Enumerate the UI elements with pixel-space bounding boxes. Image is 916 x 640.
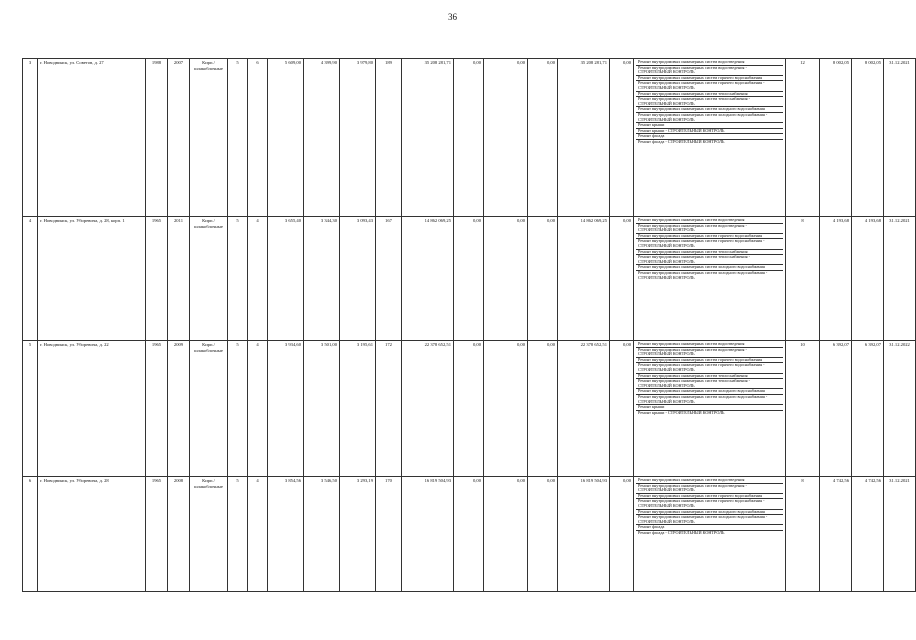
total-area-cell: 3 854,56 — [268, 477, 304, 592]
row-number-cell: 3 — [23, 59, 38, 217]
fund-source-3-cell: 0,00 — [528, 217, 558, 341]
cost-limit-cell: 8 002,05 — [852, 59, 884, 217]
address-cell: г. Новодвинск, ул. Уборевича, д. 28, корп. 1 — [38, 217, 146, 341]
work-item: Ремонт фасада — [636, 525, 783, 531]
work-period-cell: 8 — [786, 477, 820, 592]
work-item: Ремонт внутридомовых инженерных систем водоотведения — [636, 478, 783, 484]
total-area-cell: 3 655,40 — [268, 217, 304, 341]
year-last-repair-cell: 2008 — [168, 477, 190, 592]
wall-material-cell: Кирп./ шлакоблочные — [190, 217, 228, 341]
total-area-cell: 3 934,60 — [268, 341, 304, 477]
fund-source-2-cell: 0,00 — [484, 59, 528, 217]
work-item: Ремонт внутридомовых инженерных систем холодного водоснабжения - СТРОИТЕЛЬНЫЙ КОНТРОЛЬ — [636, 395, 783, 405]
work-item: Ремонт внутридомовых инженерных систем водоотведения - СТРОИТЕЛЬНЫЙ КОНТРОЛЬ — [636, 484, 783, 494]
other-funds-cell: 0,00 — [610, 217, 634, 341]
row-number-cell: 6 — [23, 477, 38, 592]
entrances-count-cell: 4 — [248, 477, 268, 592]
work-item: Ремонт внутридомовых инженерных систем холодного водоснабжения — [636, 389, 783, 395]
premises-area-cell: 3 344,30 — [304, 217, 340, 341]
work-item: Ремонт крыши — [636, 405, 783, 411]
work-item: Ремонт фасада - СТРОИТЕЛЬНЫЙ КОНТРОЛЬ — [638, 138, 725, 144]
table-row — [23, 59, 916, 217]
work-item: Ремонт внутридомовых инженерных систем водоотведения — [636, 342, 783, 348]
work-item: Ремонт внутридомовых инженерных систем горячего водоснабжения - СТРОИТЕЛЬНЫЙ КОНТРОЛЬ — [636, 499, 783, 509]
fund-source-3-cell: 0,00 — [528, 477, 558, 592]
address-cell: г. Новодвинск, ул. Советов, д. 27 — [38, 59, 146, 217]
work-item: Ремонт внутридомовых инженерных систем холодного водоснабжения - СТРОИТЕЛЬНЫЙ КОНТРОЛЬ — [636, 113, 783, 123]
repair-program-table — [22, 58, 916, 592]
work-item: Ремонт внутридомовых инженерных систем холодного водоснабжения — [636, 510, 783, 516]
fund-source-1-cell: 0,00 — [454, 477, 484, 592]
floors-count-cell: 5 — [228, 217, 248, 341]
work-item: Ремонт внутридомовых инженерных систем теплоснабжения - СТРОИТЕЛЬНЫЙ КОНТРОЛЬ — [636, 255, 783, 265]
residential-area-cell: 3 293,19 — [340, 477, 376, 592]
fund-source-1-cell: 0,00 — [454, 341, 484, 477]
floors-count-cell: 5 — [228, 477, 248, 592]
year-last-repair-cell: 2009 — [168, 341, 190, 477]
work-item: Ремонт внутридомовых инженерных систем водоотведения - СТРОИТЕЛЬНЫЙ КОНТРОЛЬ — [636, 348, 783, 358]
year-built-cell: 1965 — [146, 477, 168, 592]
fund-source-3-cell: 0,00 — [528, 59, 558, 217]
row-number-cell: 5 — [23, 341, 38, 477]
works-list-cell — [634, 341, 786, 477]
table-row — [23, 341, 916, 477]
work-item: Ремонт крыши — [636, 123, 783, 129]
floors-count-cell: 5 — [228, 341, 248, 477]
completion-deadline-cell: 31.12.2021 — [884, 217, 916, 341]
table-row — [23, 217, 916, 341]
work-item: Ремонт внутридомовых инженерных систем теплоснабжения - СТРОИТЕЛЬНЫЙ КОНТРОЛЬ — [636, 379, 783, 389]
work-item: Ремонт внутридомовых инженерных систем холодного водоснабжения - СТРОИТЕЛЬНЫЙ КОНТРОЛЬ — [638, 269, 768, 280]
unit-cost-cell: 8 002,05 — [820, 59, 852, 217]
owners-funds-cell: 35 208 281,71 — [558, 59, 610, 217]
work-item: Ремонт внутридомовых инженерных систем теплоснабжения — [636, 374, 783, 380]
premises-area-cell: 4 399,90 — [304, 59, 340, 217]
work-item: Ремонт внутридомовых инженерных систем холодного водоснабжения — [636, 265, 783, 271]
works-list-cell — [634, 217, 786, 341]
work-item: Ремонт внутридомовых инженерных систем водоотведения — [636, 60, 783, 66]
work-period-cell: 12 — [786, 59, 820, 217]
other-funds-cell: 0,00 — [610, 341, 634, 477]
work-item: Ремонт фасада — [636, 134, 783, 140]
residents-count-cell: 167 — [376, 217, 402, 341]
cost-limit-cell: 4 193,68 — [852, 217, 884, 341]
total-area-cell: 5 609,00 — [268, 59, 304, 217]
unit-cost-cell: 4 742,56 — [820, 477, 852, 592]
residential-area-cell: 3 195,61 — [340, 341, 376, 477]
work-item: Ремонт внутридомовых инженерных систем горячего водоснабжения — [636, 358, 783, 364]
year-last-repair-cell: 2007 — [168, 59, 190, 217]
total-cost-cell: 22 378 652,51 — [402, 341, 454, 477]
cost-limit-cell: 6 392,07 — [852, 341, 884, 477]
total-cost-cell: 14 862 069,25 — [402, 217, 454, 341]
address-cell: г. Новодвинск, ул. Уборевича, д. 28 — [38, 477, 146, 592]
work-item: Ремонт внутридомовых инженерных систем водоотведения — [636, 218, 783, 224]
completion-deadline-cell: 31.12.2021 — [884, 59, 916, 217]
work-item: Ремонт внутридомовых инженерных систем горячего водоснабжения - СТРОИТЕЛЬНЫЙ КОНТРОЛЬ — [636, 363, 783, 373]
table-row — [23, 477, 916, 592]
owners-funds-cell: 22 378 652,51 — [558, 341, 610, 477]
year-built-cell: 1988 — [146, 59, 168, 217]
year-last-repair-cell: 2011 — [168, 217, 190, 341]
residential-area-cell: 3 979,80 — [340, 59, 376, 217]
entrances-count-cell: 4 — [248, 341, 268, 477]
page-number: 36 — [448, 12, 457, 22]
owners-funds-cell: 14 862 069,25 — [558, 217, 610, 341]
works-list-cell — [634, 477, 786, 592]
work-item: Ремонт внутридомовых инженерных систем горячего водоснабжения - СТРОИТЕЛЬНЫЙ КОНТРОЛЬ — [636, 239, 783, 249]
year-built-cell: 1965 — [146, 341, 168, 477]
work-item: Ремонт внутридомовых инженерных систем теплоснабжения - СТРОИТЕЛЬНЫЙ КОНТРОЛЬ — [636, 97, 783, 107]
wall-material-cell: Кирп./ шлакоблочные — [190, 477, 228, 592]
work-item: Ремонт крыши - СТРОИТЕЛЬНЫЙ КОНТРОЛЬ — [638, 409, 725, 415]
residents-count-cell: 170 — [376, 477, 402, 592]
completion-deadline-cell: 31.12.2021 — [884, 477, 916, 592]
fund-source-1-cell: 0,00 — [454, 217, 484, 341]
year-built-cell: 1965 — [146, 217, 168, 341]
entrances-count-cell: 4 — [248, 217, 268, 341]
fund-source-2-cell: 0,00 — [484, 477, 528, 592]
table-body — [23, 59, 916, 592]
work-item: Ремонт внутридомовых инженерных систем водоотведения - СТРОИТЕЛЬНЫЙ КОНТРОЛЬ — [636, 224, 783, 234]
work-item: Ремонт внутридомовых инженерных систем горячего водоснабжения - СТРОИТЕЛЬНЫЙ КОНТРОЛЬ — [636, 81, 783, 91]
work-item: Ремонт внутридомовых инженерных систем теплоснабжения — [636, 92, 783, 98]
residents-count-cell: 189 — [376, 59, 402, 217]
fund-source-2-cell: 0,00 — [484, 217, 528, 341]
residential-area-cell: 3 093,43 — [340, 217, 376, 341]
work-item: Ремонт фасада - СТРОИТЕЛЬНЫЙ КОНТРОЛЬ — [638, 529, 725, 535]
fund-source-3-cell: 0,00 — [528, 341, 558, 477]
work-item: Ремонт внутридомовых инженерных систем горячего водоснабжения — [636, 234, 783, 240]
premises-area-cell: 3 546,50 — [304, 477, 340, 592]
owners-funds-cell: 16 819 504,93 — [558, 477, 610, 592]
premises-area-cell: 3 501,00 — [304, 341, 340, 477]
work-item: Ремонт внутридомовых инженерных систем горячего водоснабжения — [636, 76, 783, 82]
work-item: Ремонт крыши - СТРОИТЕЛЬНЫЙ КОНТРОЛЬ — [636, 129, 783, 135]
work-item: Ремонт внутридомовых инженерных систем горячего водоснабжения — [636, 494, 783, 500]
residents-count-cell: 172 — [376, 341, 402, 477]
total-cost-cell: 16 819 504,93 — [402, 477, 454, 592]
row-number-cell: 4 — [23, 217, 38, 341]
work-item: Ремонт внутридомовых инженерных систем теплоснабжения — [636, 250, 783, 256]
unit-cost-cell: 6 392,07 — [820, 341, 852, 477]
unit-cost-cell: 4 193,68 — [820, 217, 852, 341]
entrances-count-cell: 6 — [248, 59, 268, 217]
cost-limit-cell: 4 742,56 — [852, 477, 884, 592]
work-period-cell: 8 — [786, 217, 820, 341]
other-funds-cell: 0,00 — [610, 59, 634, 217]
wall-material-cell: Кирп./ шлакоблочные — [190, 59, 228, 217]
other-funds-cell: 0,00 — [610, 477, 634, 592]
work-item: Ремонт внутридомовых инженерных систем холодного водоснабжения — [636, 107, 783, 113]
work-item: Ремонт внутридомовых инженерных систем водоотведения - СТРОИТЕЛЬНЫЙ КОНТРОЛЬ — [636, 66, 783, 76]
work-item: Ремонт внутридомовых инженерных систем холодного водоснабжения - СТРОИТЕЛЬНЫЙ КОНТРОЛЬ — [636, 515, 783, 525]
address-cell: г. Новодвинск, ул. Уборевича, д. 22 — [38, 341, 146, 477]
total-cost-cell: 35 208 281,71 — [402, 59, 454, 217]
works-list-cell — [634, 59, 786, 217]
floors-count-cell: 5 — [228, 59, 248, 217]
fund-source-2-cell: 0,00 — [484, 341, 528, 477]
work-period-cell: 10 — [786, 341, 820, 477]
fund-source-1-cell: 0,00 — [454, 59, 484, 217]
wall-material-cell: Кирп./ шлакоблочные — [190, 341, 228, 477]
completion-deadline-cell: 31.12.2022 — [884, 341, 916, 477]
